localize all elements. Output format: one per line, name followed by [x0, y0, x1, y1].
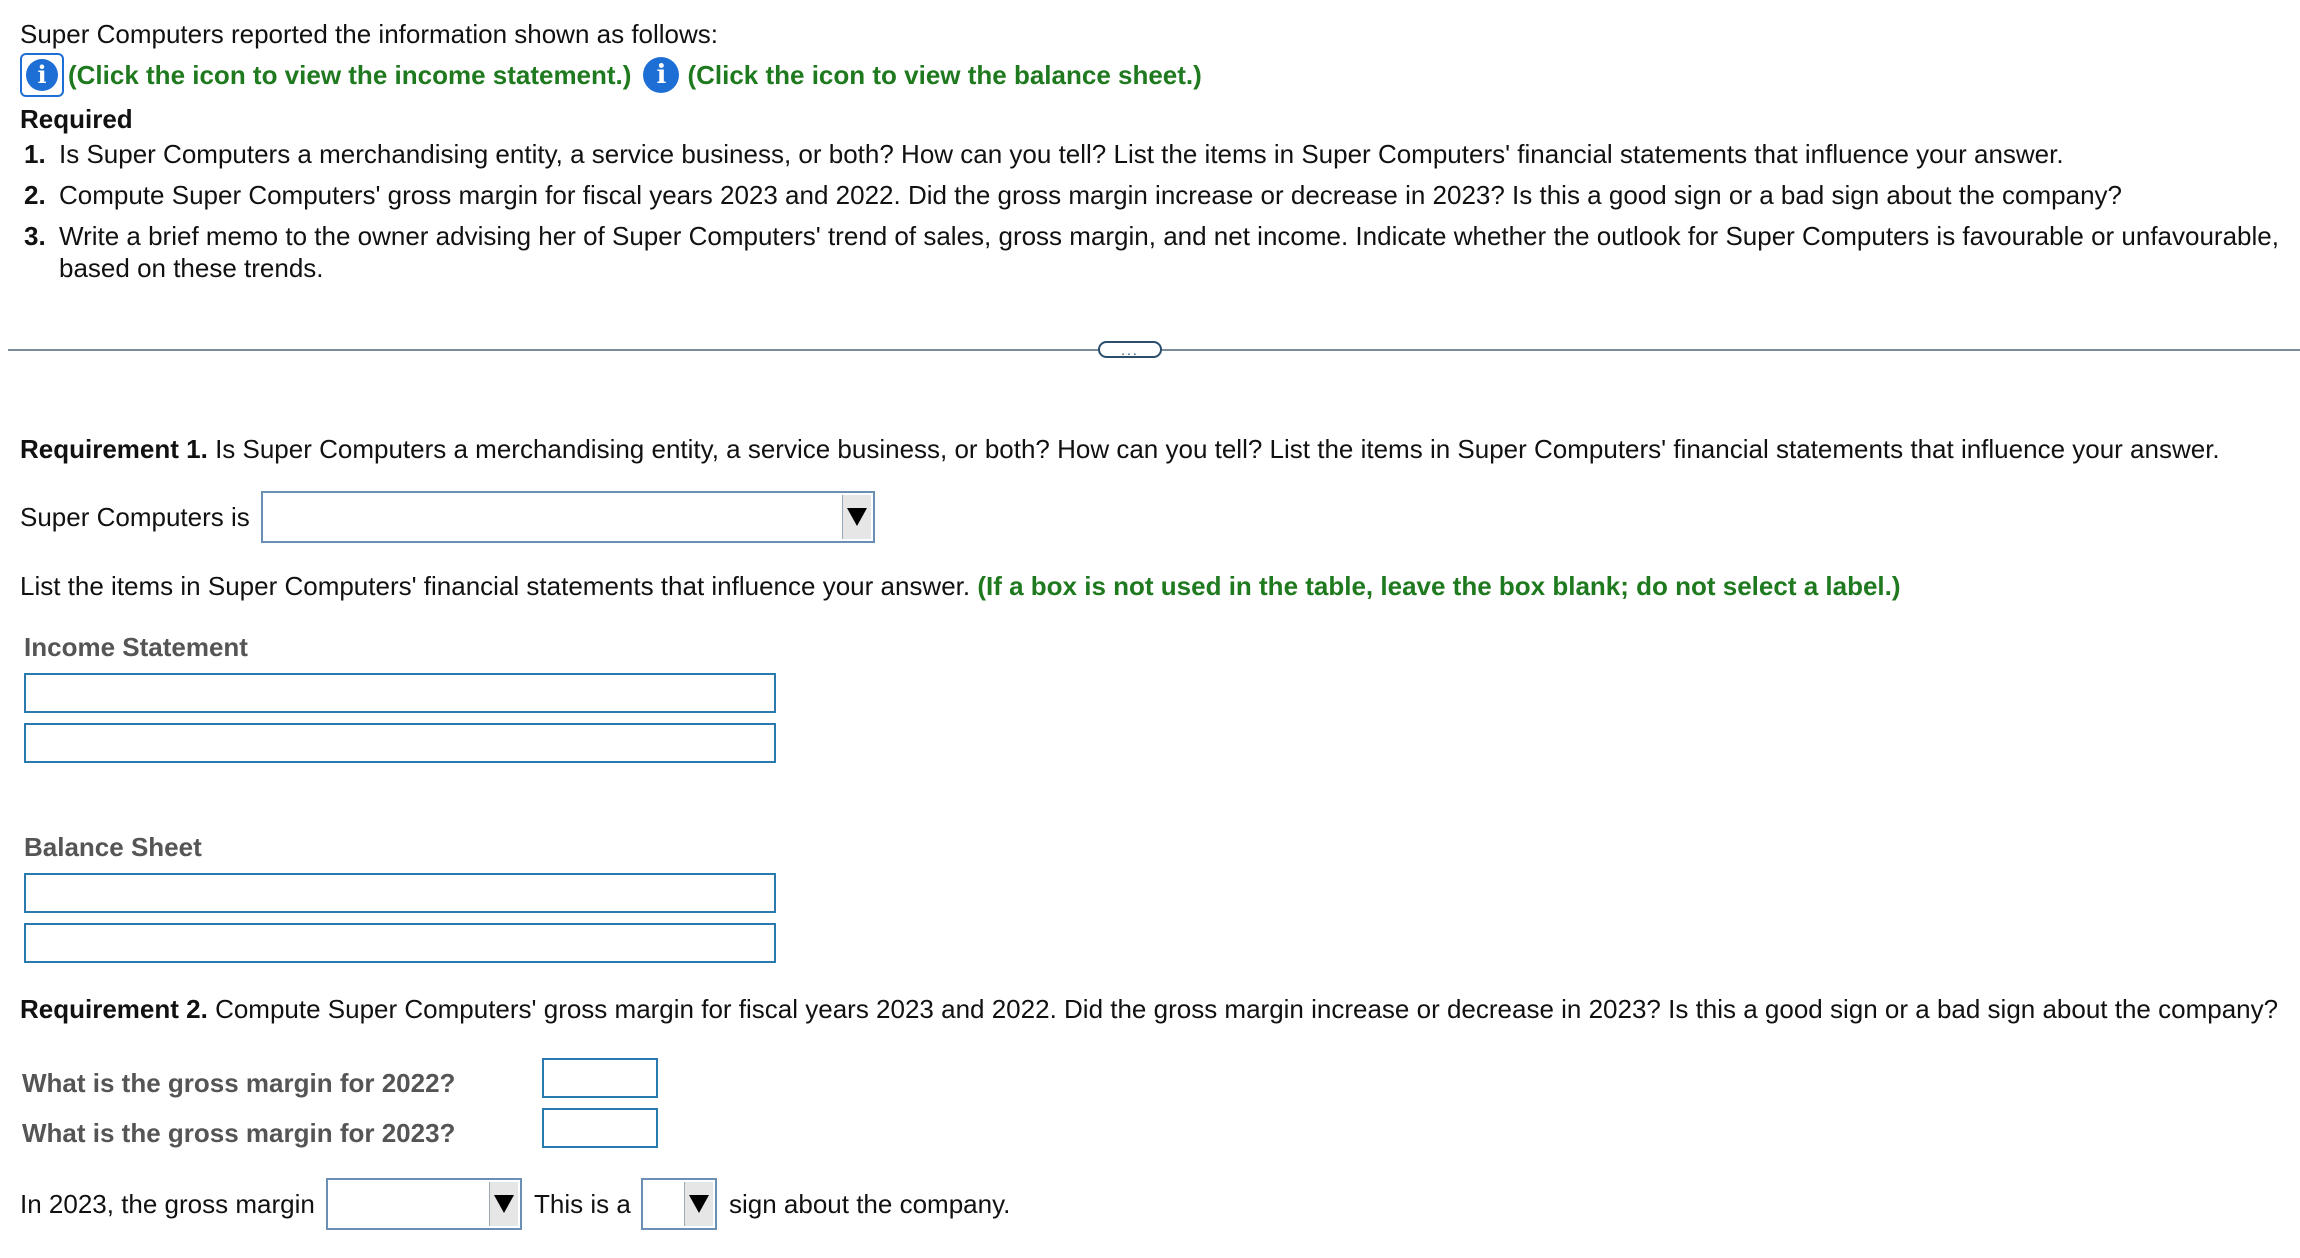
requirement-item-2: 2. Compute Super Computers' gross margin for fiscal years 2023 and 2022. Did the gross margin increase or decrease in 2023? Is this a good sign or a bad sign about the company? — [24, 180, 2123, 210]
chevron-down-icon — [684, 1182, 713, 1226]
requirement-1-heading: Requirement 1. Is Super Computers a merchandising entity, a service business, or both? How can you tell? List the items in Super Computers' financial statements that influence your answer. — [20, 434, 2220, 464]
balance-sheet-item-input-2[interactable] — [24, 923, 776, 963]
requirement-2-heading: Requirement 2. Compute Super Computers' gross margin for fiscal years 2023 and 2022. Did the gross margin increase or decrease in 2023? Is this a good sign or a bad sign about the company? — [20, 994, 2279, 1024]
requirement-item-1: 1. Is Super Computers a merchandising entity, a service business, or both? How can you tell? List the items in Super Computers' financial statements that influence your answer. — [24, 139, 2064, 169]
requirement-item-3: 3. Write a brief memo to the owner advising her of Super Computers' trend of sales, gross margin, and net income. Indicate whether the outlook for Super Computers is favourable or unfavourable, based on these trends. — [24, 221, 2279, 283]
income-statement-heading: Income Statement — [24, 632, 248, 662]
balance-sheet-heading: Balance Sheet — [24, 832, 202, 862]
income-statement-info-icon[interactable]: i — [20, 53, 64, 97]
entity-prompt: Super Computers is — [20, 502, 250, 532]
list-items-prompt: List the items in Super Computers' financial statements that influence your answer. (If a box is not used in the table, leave the box blank; do not select a label.) — [20, 571, 1901, 601]
income-statement-item-input-2[interactable] — [24, 723, 776, 763]
good-bad-sign-select[interactable] — [641, 1178, 717, 1230]
balance-sheet-info-icon[interactable]: i — [643, 57, 679, 93]
entity-type-select[interactable] — [261, 491, 875, 543]
gross-margin-sentence-mid: This is a — [534, 1189, 631, 1219]
expand-ellipsis-button[interactable]: ... — [1098, 341, 1162, 358]
intro-text: Super Computers reported the information shown as follows: — [20, 19, 719, 49]
requirements-list — [24, 138, 2284, 293]
balance-sheet-item-input-1[interactable] — [24, 873, 776, 913]
gross-margin-2023-input[interactable] — [542, 1108, 658, 1148]
gross-margin-2022-label: What is the gross margin for 2022? — [22, 1068, 456, 1098]
gross-margin-sentence-start: In 2023, the gross margin — [20, 1189, 315, 1219]
income-statement-link[interactable]: (Click the icon to view the income statement.) — [68, 60, 632, 90]
required-heading: Required — [20, 104, 133, 134]
balance-sheet-link[interactable]: (Click the icon to view the balance sheet.) — [687, 60, 1202, 90]
gross-margin-2022-input[interactable] — [542, 1058, 658, 1098]
chevron-down-icon — [489, 1182, 518, 1226]
gross-margin-2023-label: What is the gross margin for 2023? — [22, 1118, 456, 1148]
chevron-down-icon — [842, 495, 871, 539]
gross-margin-sentence-end: sign about the company. — [729, 1189, 1011, 1219]
income-statement-item-input-1[interactable] — [24, 673, 776, 713]
gross-margin-change-select[interactable] — [326, 1178, 522, 1230]
